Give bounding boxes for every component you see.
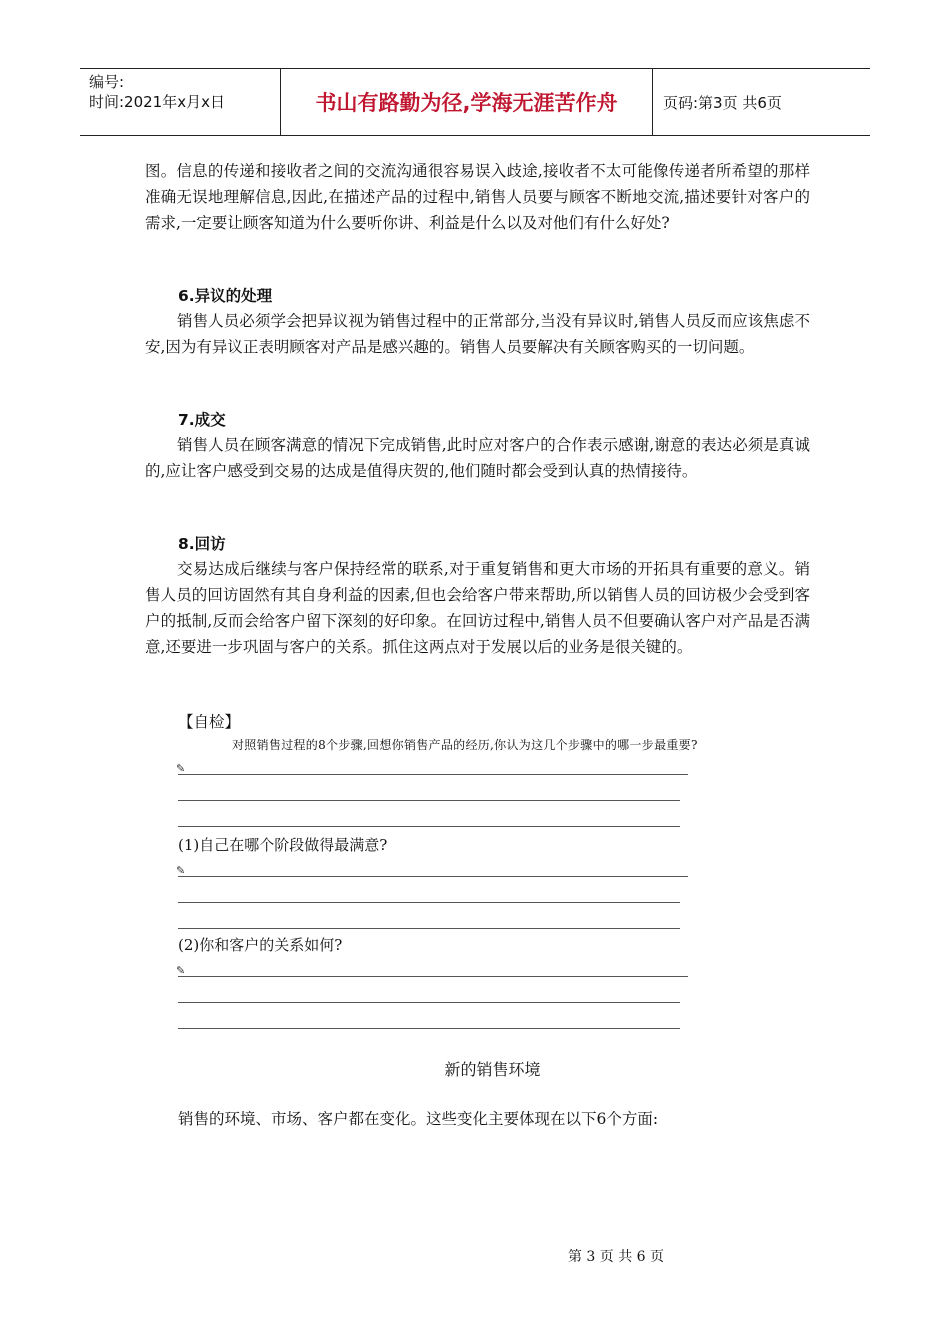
header-meta xyxy=(80,69,280,135)
continuation-paragraph xyxy=(145,158,810,236)
answer-line[interactable] xyxy=(178,1028,680,1029)
header-page-label: 页码:第3页 共6页 xyxy=(663,93,782,112)
answer-line[interactable] xyxy=(178,800,680,801)
answer-line[interactable] xyxy=(178,976,688,977)
self-check-question: 对照销售过程的8个步骤,回想你销售产品的经历,你认为这几个步骤中的哪一步最重要? xyxy=(232,738,698,752)
pen-icon: ✎ xyxy=(176,964,186,977)
pen-icon: ✎ xyxy=(176,762,186,775)
answer-line[interactable] xyxy=(178,928,680,929)
section-body-close xyxy=(145,432,810,484)
time-label: 时间:2021年x月x日 xyxy=(89,93,225,111)
answer-line[interactable] xyxy=(178,902,680,903)
page-header xyxy=(80,68,870,136)
pen-icon: ✎ xyxy=(176,864,186,877)
section-text: 销售人员必须学会把异议视为销售过程中的正常部分,当没有异议时,销售人员反而应该焦虑不安,因为有异议正表明顾客对产品是感兴趣的。销售人员要解决有关顾客购买的一切问题。 xyxy=(145,312,810,356)
sub-question-1: (1)自己在哪个阶段做得最满意? xyxy=(178,836,388,854)
header-motto: 书山有路勤为径,学海无涯苦作舟 xyxy=(280,69,653,135)
new-section-title: 新的销售环境 xyxy=(444,1060,541,1079)
section-body-followup xyxy=(145,556,810,660)
section-heading-objection: 6.异议的处理 xyxy=(178,287,273,305)
section-text: 销售人员在顾客满意的情况下完成销售,此时应对客户的合作表示感谢,谢意的表达必须是真诚的,应让客户感受到交易的达成是值得庆贺的,他们随时都会受到认真的热情接待。 xyxy=(145,436,810,480)
sub-question-2: (2)你和客户的关系如何? xyxy=(178,936,343,954)
section-body-objection xyxy=(145,308,810,360)
answer-line[interactable] xyxy=(178,1002,680,1003)
answer-line[interactable] xyxy=(178,826,680,827)
answer-line[interactable] xyxy=(178,876,688,877)
answer-line[interactable] xyxy=(178,774,688,775)
number-label: 编号: xyxy=(89,73,125,91)
page-footer: 第 3 页 共 6 页 xyxy=(567,1249,665,1265)
section-text: 交易达成后继续与客户保持经常的联系,对于重复销售和更大市场的开拓具有重要的意义。销售人员的回访固然有其自身利益的因素,但也会给客户带来帮助,所以销售人员的回访极少会受到客户的抵制,反而会给客户留下深刻的好印象。在回访过程中,销售人员不但要确认客户对产品是否满意,还要进一步巩固与客户的关系。抓住这两点对于发展以后的业务是很关键的。 xyxy=(145,560,810,656)
self-check-title: 【自检】 xyxy=(178,713,241,731)
continuation-text: 图。信息的传递和接收者之间的交流沟通很容易误入歧途,接收者不太可能像传递者所希望的那样准确无误地理解信息,因此,在描述产品的过程中,销售人员要与顾客不断地交流,描述要针对客户的需求,一定要让顾客知道为什么要听你讲、利益是什么以及对他们有什么好处? xyxy=(145,162,810,232)
section-heading-close: 7.成交 xyxy=(178,411,226,429)
section-heading-followup: 8.回访 xyxy=(178,535,226,553)
new-section-intro: 销售的环境、市场、客户都在变化。这些变化主要体现在以下6个方面: xyxy=(178,1110,659,1128)
